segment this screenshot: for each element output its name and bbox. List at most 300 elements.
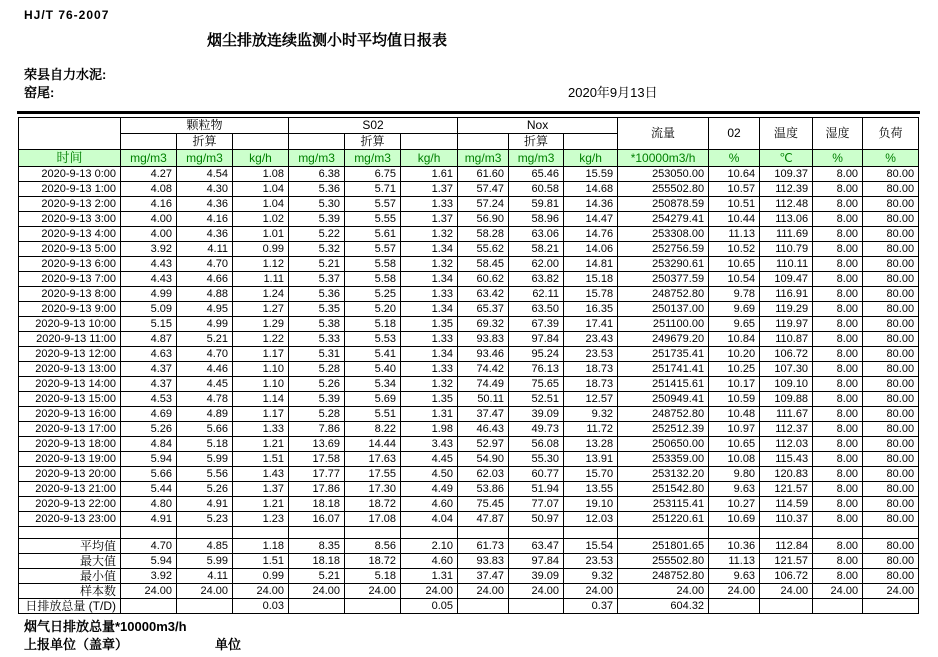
summary-value-cell: 112.84 bbox=[760, 539, 813, 554]
spacer-cell bbox=[19, 527, 121, 539]
summary-value-cell: 24.00 bbox=[509, 584, 564, 599]
value-cell: 5.94 bbox=[121, 452, 177, 467]
col-flow: 流量 bbox=[618, 118, 709, 150]
value-cell: 4.36 bbox=[177, 197, 233, 212]
value-cell: 119.97 bbox=[760, 317, 813, 332]
summary-row-label: 平均值 bbox=[19, 539, 121, 554]
table-row bbox=[19, 287, 919, 302]
value-cell: 253290.61 bbox=[618, 257, 709, 272]
summary-value-cell: 24.00 bbox=[289, 584, 345, 599]
value-cell: 4.30 bbox=[177, 182, 233, 197]
summary-value-cell: 24.00 bbox=[233, 584, 289, 599]
standard-code: HJ/T 76-2007 bbox=[24, 8, 110, 22]
value-cell: 5.37 bbox=[289, 272, 345, 287]
value-cell: 58.96 bbox=[509, 212, 564, 227]
col-group-particulate: 颗粒物 bbox=[121, 118, 289, 134]
spacer-cell bbox=[401, 527, 458, 539]
value-cell: 80.00 bbox=[863, 407, 919, 422]
unit-cell: kg/h bbox=[564, 150, 618, 167]
value-cell: 113.06 bbox=[760, 212, 813, 227]
time-cell: 2020-9-13 9:00 bbox=[19, 302, 121, 317]
value-cell: 4.46 bbox=[177, 362, 233, 377]
value-cell: 8.00 bbox=[813, 302, 863, 317]
monitoring-point: 窑尾: bbox=[24, 85, 55, 100]
value-cell: 5.22 bbox=[289, 227, 345, 242]
summary-value-cell: 24.00 bbox=[177, 584, 233, 599]
summary-value-cell: 11.13 bbox=[709, 554, 760, 569]
value-cell: 12.57 bbox=[564, 392, 618, 407]
spacer-cell bbox=[233, 527, 289, 539]
value-cell: 8.00 bbox=[813, 497, 863, 512]
summary-row bbox=[19, 569, 919, 584]
value-cell: 1.23 bbox=[233, 512, 289, 527]
value-cell: 110.11 bbox=[760, 257, 813, 272]
table-row bbox=[19, 227, 919, 242]
value-cell: 111.67 bbox=[760, 407, 813, 422]
value-cell: 4.43 bbox=[121, 257, 177, 272]
unit-cell: kg/h bbox=[401, 150, 458, 167]
spacer-cell bbox=[345, 527, 401, 539]
value-cell: 1.51 bbox=[233, 452, 289, 467]
value-cell: 253359.00 bbox=[618, 452, 709, 467]
time-cell: 2020-9-13 23:00 bbox=[19, 512, 121, 527]
value-cell: 5.18 bbox=[177, 437, 233, 452]
value-cell: 1.02 bbox=[233, 212, 289, 227]
col-humidity: 湿度 bbox=[813, 118, 863, 150]
value-cell: 253050.00 bbox=[618, 167, 709, 182]
summary-value-cell: 24.00 bbox=[564, 584, 618, 599]
value-cell: 5.33 bbox=[289, 332, 345, 347]
summary-value-cell: 24.00 bbox=[458, 584, 509, 599]
time-header-spacer bbox=[19, 118, 121, 150]
summary-value-cell: 5.18 bbox=[345, 569, 401, 584]
summary-value-cell: 121.57 bbox=[760, 554, 813, 569]
value-cell: 9.69 bbox=[709, 302, 760, 317]
value-cell: 62.03 bbox=[458, 467, 509, 482]
value-cell: 18.73 bbox=[564, 377, 618, 392]
value-cell: 5.53 bbox=[345, 332, 401, 347]
value-cell: 4.16 bbox=[177, 212, 233, 227]
value-cell: 10.44 bbox=[709, 212, 760, 227]
value-cell: 10.57 bbox=[709, 182, 760, 197]
summary-value-cell: 24.00 bbox=[709, 584, 760, 599]
company-name: 荣县自力水泥: bbox=[24, 67, 107, 82]
col-group-nox: Nox bbox=[458, 118, 618, 134]
value-cell: 5.58 bbox=[345, 257, 401, 272]
value-cell: 11.13 bbox=[709, 227, 760, 242]
flue-gas-total-note: 烟气日排放总量*10000m3/h bbox=[24, 619, 187, 634]
value-cell: 19.10 bbox=[564, 497, 618, 512]
value-cell: 5.21 bbox=[289, 257, 345, 272]
value-cell: 4.37 bbox=[121, 362, 177, 377]
value-cell: 4.99 bbox=[177, 317, 233, 332]
summary-value-cell: 93.83 bbox=[458, 554, 509, 569]
summary-row bbox=[19, 584, 919, 599]
value-cell: 5.34 bbox=[345, 377, 401, 392]
value-cell: 8.00 bbox=[813, 377, 863, 392]
value-cell: 80.00 bbox=[863, 167, 919, 182]
value-cell: 80.00 bbox=[863, 332, 919, 347]
table-row bbox=[19, 332, 919, 347]
value-cell: 47.87 bbox=[458, 512, 509, 527]
value-cell: 4.78 bbox=[177, 392, 233, 407]
value-cell: 5.40 bbox=[345, 362, 401, 377]
value-cell: 61.60 bbox=[458, 167, 509, 182]
value-cell: 14.47 bbox=[564, 212, 618, 227]
time-cell: 2020-9-13 12:00 bbox=[19, 347, 121, 362]
value-cell: 55.62 bbox=[458, 242, 509, 257]
spacer-cell bbox=[863, 527, 919, 539]
value-cell: 10.69 bbox=[709, 512, 760, 527]
value-cell: 253132.20 bbox=[618, 467, 709, 482]
value-cell: 8.00 bbox=[813, 227, 863, 242]
summary-value-cell: 4.70 bbox=[121, 539, 177, 554]
daily-total-cell: 0.37 bbox=[564, 599, 618, 614]
unit-cell: % bbox=[863, 150, 919, 167]
value-cell: 5.41 bbox=[345, 347, 401, 362]
value-cell: 80.00 bbox=[863, 497, 919, 512]
value-cell: 4.00 bbox=[121, 227, 177, 242]
value-cell: 4.87 bbox=[121, 332, 177, 347]
value-cell: 4.16 bbox=[121, 197, 177, 212]
value-cell: 8.00 bbox=[813, 407, 863, 422]
value-cell: 1.17 bbox=[233, 347, 289, 362]
value-cell: 8.00 bbox=[813, 452, 863, 467]
value-cell: 1.04 bbox=[233, 197, 289, 212]
value-cell: 5.26 bbox=[177, 482, 233, 497]
value-cell: 1.08 bbox=[233, 167, 289, 182]
time-cell: 2020-9-13 3:00 bbox=[19, 212, 121, 227]
value-cell: 97.84 bbox=[509, 332, 564, 347]
value-cell: 1.04 bbox=[233, 182, 289, 197]
value-cell: 10.52 bbox=[709, 242, 760, 257]
value-cell: 67.39 bbox=[509, 317, 564, 332]
value-cell: 10.08 bbox=[709, 452, 760, 467]
value-cell: 8.00 bbox=[813, 197, 863, 212]
value-cell: 54.90 bbox=[458, 452, 509, 467]
time-cell: 2020-9-13 1:00 bbox=[19, 182, 121, 197]
value-cell: 52.97 bbox=[458, 437, 509, 452]
value-cell: 49.73 bbox=[509, 422, 564, 437]
value-cell: 4.45 bbox=[401, 452, 458, 467]
time-cell: 2020-9-13 15:00 bbox=[19, 392, 121, 407]
daily-total-cell bbox=[813, 599, 863, 614]
value-cell: 5.30 bbox=[289, 197, 345, 212]
summary-value-cell: 4.11 bbox=[177, 569, 233, 584]
time-cell: 2020-9-13 2:00 bbox=[19, 197, 121, 212]
summary-value-cell: 97.84 bbox=[509, 554, 564, 569]
so2-raw-spacer bbox=[289, 134, 345, 150]
value-cell: 10.65 bbox=[709, 437, 760, 452]
unit-cell: % bbox=[813, 150, 863, 167]
value-cell: 93.46 bbox=[458, 347, 509, 362]
value-cell: 6.75 bbox=[345, 167, 401, 182]
value-cell: 5.26 bbox=[289, 377, 345, 392]
unit-cell: kg/h bbox=[233, 150, 289, 167]
value-cell: 59.81 bbox=[509, 197, 564, 212]
value-cell: 5.32 bbox=[289, 242, 345, 257]
summary-value-cell: 24.00 bbox=[863, 584, 919, 599]
pm-kgh-spacer bbox=[233, 134, 289, 150]
summary-value-cell: 37.47 bbox=[458, 569, 509, 584]
value-cell: 5.20 bbox=[345, 302, 401, 317]
summary-value-cell: 23.53 bbox=[564, 554, 618, 569]
value-cell: 110.79 bbox=[760, 242, 813, 257]
value-cell: 62.11 bbox=[509, 287, 564, 302]
summary-value-cell: 5.99 bbox=[177, 554, 233, 569]
value-cell: 62.00 bbox=[509, 257, 564, 272]
daily-total-cell bbox=[509, 599, 564, 614]
value-cell: 0.99 bbox=[233, 242, 289, 257]
spacer-cell bbox=[509, 527, 564, 539]
value-cell: 9.63 bbox=[709, 482, 760, 497]
summary-value-cell: 4.85 bbox=[177, 539, 233, 554]
summary-value-cell: 1.18 bbox=[233, 539, 289, 554]
value-cell: 1.37 bbox=[233, 482, 289, 497]
value-cell: 13.55 bbox=[564, 482, 618, 497]
summary-value-cell: 80.00 bbox=[863, 539, 919, 554]
value-cell: 5.09 bbox=[121, 302, 177, 317]
summary-row bbox=[19, 539, 919, 554]
value-cell: 251100.00 bbox=[618, 317, 709, 332]
value-cell: 80.00 bbox=[863, 287, 919, 302]
value-cell: 8.00 bbox=[813, 167, 863, 182]
value-cell: 5.44 bbox=[121, 482, 177, 497]
value-cell: 1.32 bbox=[401, 257, 458, 272]
value-cell: 4.88 bbox=[177, 287, 233, 302]
table-row bbox=[19, 212, 919, 227]
value-cell: 1.34 bbox=[401, 302, 458, 317]
value-cell: 8.00 bbox=[813, 317, 863, 332]
value-cell: 1.17 bbox=[233, 407, 289, 422]
value-cell: 111.69 bbox=[760, 227, 813, 242]
summary-value-cell: 8.56 bbox=[345, 539, 401, 554]
value-cell: 12.03 bbox=[564, 512, 618, 527]
value-cell: 63.82 bbox=[509, 272, 564, 287]
value-cell: 63.50 bbox=[509, 302, 564, 317]
summary-value-cell: 63.47 bbox=[509, 539, 564, 554]
value-cell: 4.91 bbox=[177, 497, 233, 512]
value-cell: 1.12 bbox=[233, 257, 289, 272]
daily-total-cell bbox=[760, 599, 813, 614]
value-cell: 17.08 bbox=[345, 512, 401, 527]
value-cell: 4.11 bbox=[177, 242, 233, 257]
summary-value-cell: 24.00 bbox=[401, 584, 458, 599]
summary-value-cell: 248752.80 bbox=[618, 569, 709, 584]
daily-total-cell: 0.03 bbox=[233, 599, 289, 614]
unit-cell: mg/m3 bbox=[509, 150, 564, 167]
value-cell: 52.51 bbox=[509, 392, 564, 407]
value-cell: 252512.39 bbox=[618, 422, 709, 437]
table-row bbox=[19, 422, 919, 437]
value-cell: 110.37 bbox=[760, 512, 813, 527]
unit-row bbox=[19, 150, 919, 167]
summary-value-cell: 5.94 bbox=[121, 554, 177, 569]
value-cell: 251741.41 bbox=[618, 362, 709, 377]
spacer-cell bbox=[564, 527, 618, 539]
value-cell: 69.32 bbox=[458, 317, 509, 332]
value-cell: 53.86 bbox=[458, 482, 509, 497]
value-cell: 5.31 bbox=[289, 347, 345, 362]
value-cell: 51.94 bbox=[509, 482, 564, 497]
time-cell: 2020-9-13 21:00 bbox=[19, 482, 121, 497]
value-cell: 80.00 bbox=[863, 182, 919, 197]
time-cell: 2020-9-13 8:00 bbox=[19, 287, 121, 302]
value-cell: 17.86 bbox=[289, 482, 345, 497]
value-cell: 119.29 bbox=[760, 302, 813, 317]
value-cell: 250137.00 bbox=[618, 302, 709, 317]
summary-value-cell: 1.51 bbox=[233, 554, 289, 569]
summary-value-cell: 5.21 bbox=[289, 569, 345, 584]
value-cell: 5.57 bbox=[345, 197, 401, 212]
value-cell: 46.43 bbox=[458, 422, 509, 437]
value-cell: 1.31 bbox=[401, 407, 458, 422]
value-cell: 5.56 bbox=[177, 467, 233, 482]
value-cell: 10.25 bbox=[709, 362, 760, 377]
value-cell: 1.10 bbox=[233, 377, 289, 392]
value-cell: 1.11 bbox=[233, 272, 289, 287]
table-row bbox=[19, 512, 919, 527]
value-cell: 10.65 bbox=[709, 257, 760, 272]
value-cell: 8.00 bbox=[813, 272, 863, 287]
value-cell: 50.97 bbox=[509, 512, 564, 527]
time-cell: 2020-9-13 11:00 bbox=[19, 332, 121, 347]
table-row bbox=[19, 257, 919, 272]
value-cell: 252756.59 bbox=[618, 242, 709, 257]
table-row bbox=[19, 167, 919, 182]
value-cell: 251735.41 bbox=[618, 347, 709, 362]
value-cell: 109.37 bbox=[760, 167, 813, 182]
pm-raw-spacer bbox=[121, 134, 177, 150]
value-cell: 4.43 bbox=[121, 272, 177, 287]
time-column-header: 时间 bbox=[19, 150, 121, 167]
so2-converted-header: 折算 bbox=[345, 134, 401, 150]
value-cell: 109.47 bbox=[760, 272, 813, 287]
value-cell: 1.01 bbox=[233, 227, 289, 242]
value-cell: 80.00 bbox=[863, 317, 919, 332]
value-cell: 1.34 bbox=[401, 272, 458, 287]
value-cell: 110.87 bbox=[760, 332, 813, 347]
summary-value-cell: 8.00 bbox=[813, 539, 863, 554]
value-cell: 5.39 bbox=[289, 212, 345, 227]
summary-value-cell: 24.00 bbox=[813, 584, 863, 599]
value-cell: 1.22 bbox=[233, 332, 289, 347]
value-cell: 1.33 bbox=[401, 362, 458, 377]
value-cell: 250878.59 bbox=[618, 197, 709, 212]
value-cell: 77.07 bbox=[509, 497, 564, 512]
value-cell: 255502.80 bbox=[618, 182, 709, 197]
value-cell: 4.60 bbox=[401, 497, 458, 512]
value-cell: 4.00 bbox=[121, 212, 177, 227]
value-cell: 9.80 bbox=[709, 467, 760, 482]
summary-value-cell: 24.00 bbox=[121, 584, 177, 599]
value-cell: 4.50 bbox=[401, 467, 458, 482]
value-cell: 80.00 bbox=[863, 392, 919, 407]
value-cell: 14.06 bbox=[564, 242, 618, 257]
value-cell: 10.84 bbox=[709, 332, 760, 347]
value-cell: 39.09 bbox=[509, 407, 564, 422]
value-cell: 93.83 bbox=[458, 332, 509, 347]
value-cell: 8.00 bbox=[813, 332, 863, 347]
value-cell: 5.28 bbox=[289, 362, 345, 377]
value-cell: 5.35 bbox=[289, 302, 345, 317]
value-cell: 112.39 bbox=[760, 182, 813, 197]
summary-row bbox=[19, 554, 919, 569]
summary-value-cell: 24.00 bbox=[345, 584, 401, 599]
value-cell: 5.36 bbox=[289, 182, 345, 197]
value-cell: 8.22 bbox=[345, 422, 401, 437]
value-cell: 1.34 bbox=[401, 242, 458, 257]
value-cell: 1.33 bbox=[401, 287, 458, 302]
value-cell: 4.54 bbox=[177, 167, 233, 182]
value-cell: 4.04 bbox=[401, 512, 458, 527]
value-cell: 109.88 bbox=[760, 392, 813, 407]
time-cell: 2020-9-13 13:00 bbox=[19, 362, 121, 377]
value-cell: 107.30 bbox=[760, 362, 813, 377]
value-cell: 8.00 bbox=[813, 392, 863, 407]
table-row bbox=[19, 197, 919, 212]
table-row bbox=[19, 182, 919, 197]
value-cell: 10.97 bbox=[709, 422, 760, 437]
value-cell: 253115.41 bbox=[618, 497, 709, 512]
table-row bbox=[19, 482, 919, 497]
value-cell: 80.00 bbox=[863, 272, 919, 287]
summary-row-label: 最小值 bbox=[19, 569, 121, 584]
table-row bbox=[19, 407, 919, 422]
value-cell: 4.70 bbox=[177, 257, 233, 272]
value-cell: 58.28 bbox=[458, 227, 509, 242]
value-cell: 5.66 bbox=[121, 467, 177, 482]
unit-cell: mg/m3 bbox=[177, 150, 233, 167]
value-cell: 5.39 bbox=[289, 392, 345, 407]
summary-value-cell: 80.00 bbox=[863, 554, 919, 569]
value-cell: 4.80 bbox=[121, 497, 177, 512]
value-cell: 17.55 bbox=[345, 467, 401, 482]
summary-value-cell: 2.10 bbox=[401, 539, 458, 554]
value-cell: 254279.41 bbox=[618, 212, 709, 227]
table-row bbox=[19, 452, 919, 467]
nox-converted-header: 折算 bbox=[509, 134, 564, 150]
value-cell: 114.59 bbox=[760, 497, 813, 512]
value-cell: 63.42 bbox=[458, 287, 509, 302]
value-cell: 4.08 bbox=[121, 182, 177, 197]
value-cell: 10.54 bbox=[709, 272, 760, 287]
value-cell: 80.00 bbox=[863, 362, 919, 377]
value-cell: 80.00 bbox=[863, 467, 919, 482]
value-cell: 10.27 bbox=[709, 497, 760, 512]
value-cell: 106.72 bbox=[760, 347, 813, 362]
value-cell: 5.38 bbox=[289, 317, 345, 332]
value-cell: 5.99 bbox=[177, 452, 233, 467]
value-cell: 17.58 bbox=[289, 452, 345, 467]
daily-total-cell bbox=[458, 599, 509, 614]
summary-value-cell: 3.92 bbox=[121, 569, 177, 584]
value-cell: 80.00 bbox=[863, 242, 919, 257]
value-cell: 74.42 bbox=[458, 362, 509, 377]
value-cell: 5.23 bbox=[177, 512, 233, 527]
unit-cell: ℃ bbox=[760, 150, 813, 167]
value-cell: 80.00 bbox=[863, 377, 919, 392]
summary-value-cell: 255502.80 bbox=[618, 554, 709, 569]
col-o2: 02 bbox=[709, 118, 760, 150]
value-cell: 5.26 bbox=[121, 422, 177, 437]
value-cell: 250377.59 bbox=[618, 272, 709, 287]
value-cell: 1.27 bbox=[233, 302, 289, 317]
spacer-cell bbox=[709, 527, 760, 539]
summary-value-cell: 24.00 bbox=[618, 584, 709, 599]
value-cell: 4.66 bbox=[177, 272, 233, 287]
value-cell: 4.70 bbox=[177, 347, 233, 362]
